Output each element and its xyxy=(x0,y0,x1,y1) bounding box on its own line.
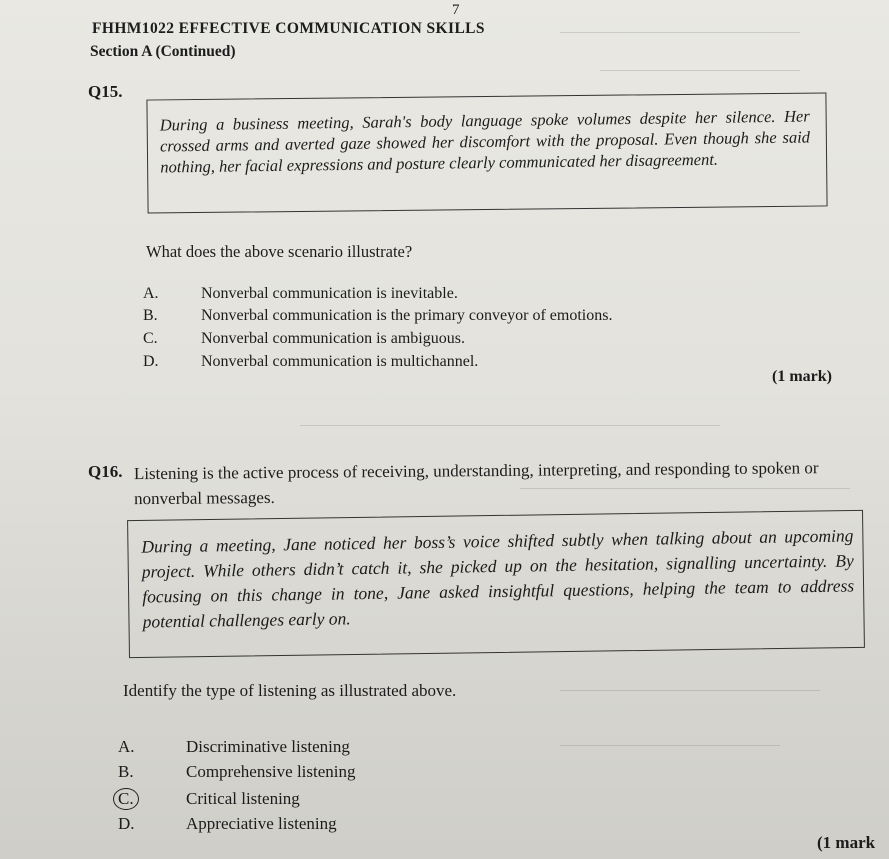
course-title: FHHM1022 EFFECTIVE COMMUNICATION SKILLS xyxy=(92,20,485,37)
option-letter: A. xyxy=(118,737,135,756)
option-text: Discriminative listening xyxy=(186,737,350,756)
q16-option-a[interactable] xyxy=(118,737,350,757)
option-text: Comprehensive listening xyxy=(186,762,356,781)
option-letter: D. xyxy=(118,814,135,833)
q16-option-b[interactable] xyxy=(118,762,356,782)
option-text: Nonverbal communication is ambiguous. xyxy=(201,330,465,347)
option-letter: C. xyxy=(143,330,158,347)
q15-prompt: What does the above scenario illustrate? xyxy=(146,242,413,261)
question-15-label: Q15. xyxy=(88,82,123,101)
option-letter: A. xyxy=(143,285,159,302)
q16-option-d[interactable] xyxy=(118,814,337,834)
question-16-label: Q16. xyxy=(88,462,123,481)
q15-option-b[interactable] xyxy=(143,307,612,325)
q16-mark: (1 mark xyxy=(817,833,876,852)
q15-option-c[interactable] xyxy=(143,330,465,348)
q16-prompt: Identify the type of listening as illustrated above. xyxy=(123,681,457,700)
option-letter: B. xyxy=(143,307,158,324)
option-text: Nonverbal communication is multichannel. xyxy=(201,353,479,370)
section-title: Section A (Continued) xyxy=(90,43,236,60)
option-letter: D. xyxy=(143,353,159,370)
selected-answer-circle: C. xyxy=(113,788,139,810)
option-text: Critical listening xyxy=(186,789,300,808)
q15-scenario-text: During a business meeting, Sarah's body language spoke volumes despite her silence. Her crossed arms and averted gaze showed her discomfort with the proposal. Even though she said nothing, her facial expressions and posture clearly communicated her disagreement. xyxy=(159,106,811,177)
q16-stem: Listening is the active process of receiving, understanding, interpreting, and responding to spoken or nonverbal messages. xyxy=(133,458,819,509)
option-text: Nonverbal communication is inevitable. xyxy=(201,285,458,302)
q15-option-a[interactable] xyxy=(143,285,458,303)
option-letter: B. xyxy=(118,762,134,781)
option-text: Appreciative listening xyxy=(186,814,337,833)
page-number: 7 xyxy=(452,2,460,18)
q15-option-d[interactable] xyxy=(143,353,478,371)
q16-scenario-text: During a meeting, Jane noticed her boss’s voice shifted subtly when talking about an upcoming project. While others didn’t catch it, she picked up on the hesitation, signalling uncertainty. By focusing on this change in tone, Jane asked insightful questions, helping the team to address potential challenges early on. xyxy=(141,525,855,632)
option-text: Nonverbal communication is the primary conveyor of emotions. xyxy=(201,307,613,324)
q15-mark: (1 mark) xyxy=(772,368,832,385)
q16-option-c[interactable] xyxy=(118,788,300,810)
